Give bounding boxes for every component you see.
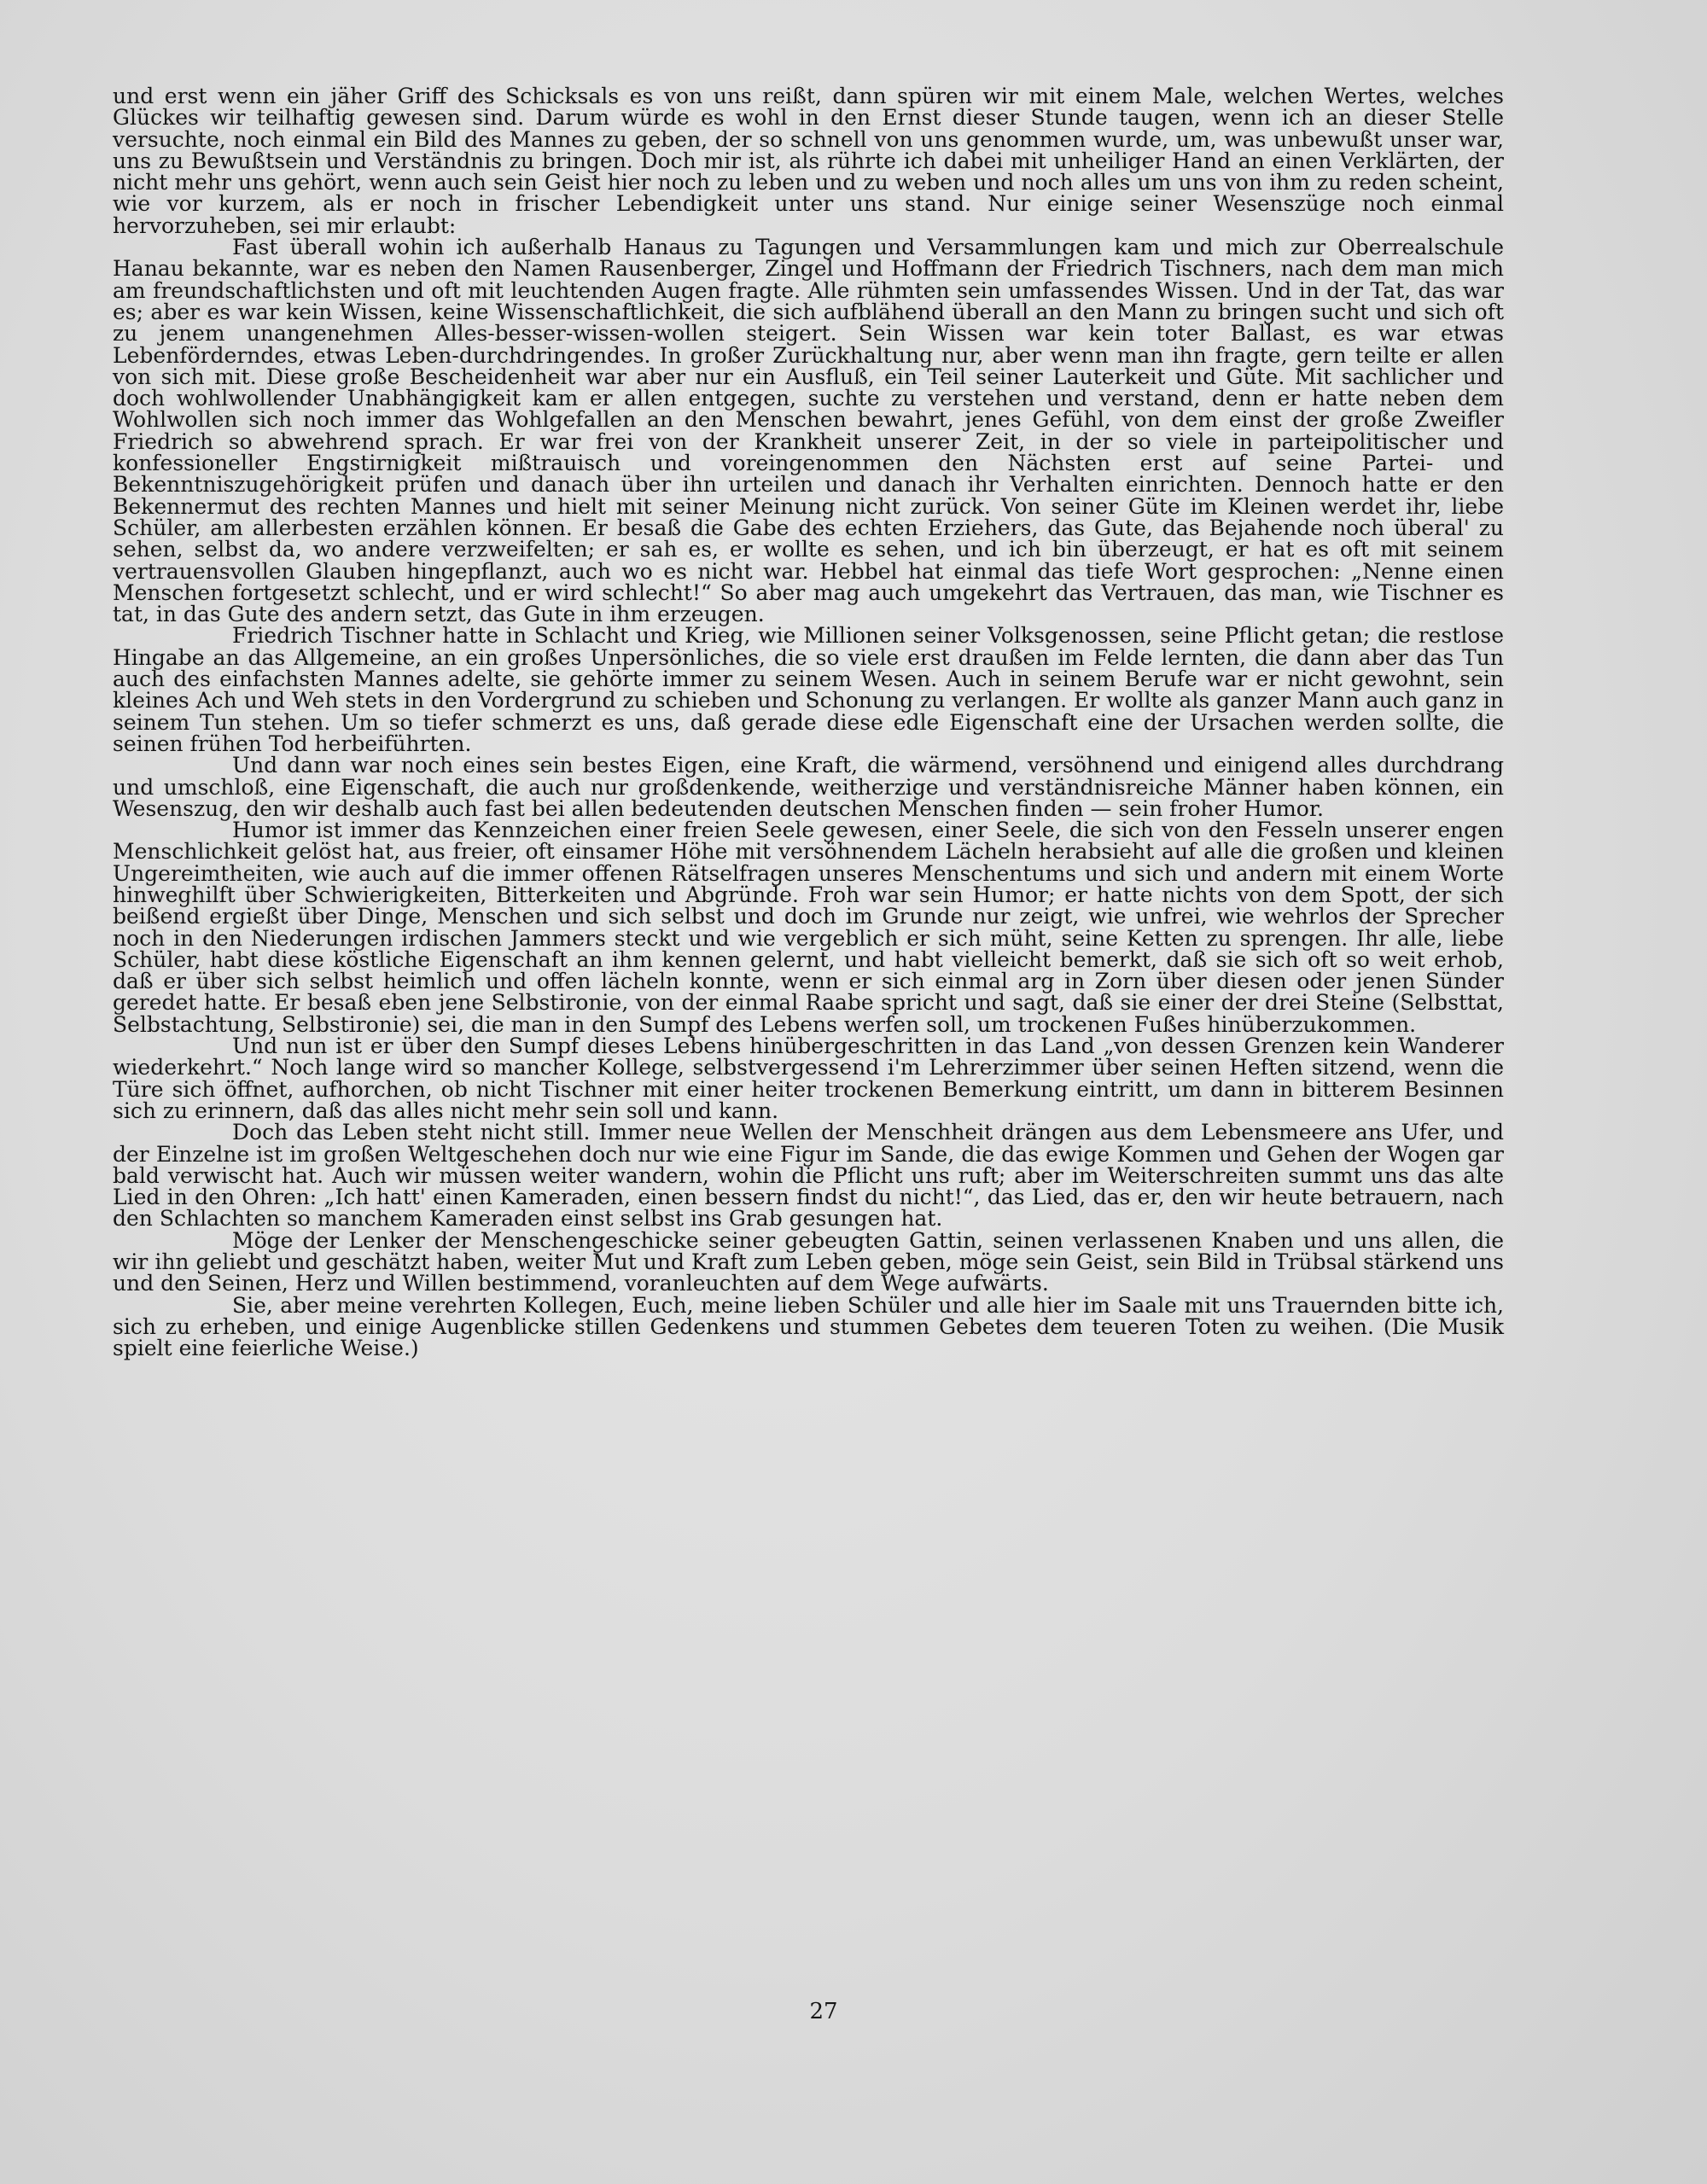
paragraph-6: Und nun ist er über den Sumpf dieses Lebens hinübergeschritten in das Land „von dessen Grenzen kein Wanderer wiederkehrt.“ Noch lange wird so mancher Kollege, selbstvergessend i'm Lehrerzimmer über seinen Heften sitzend, wenn die Türe sich öffnet, aufhorchen, ob nicht Tischner mit einer heiter trockenen Bemerkung eintritt, um dann in bitterem Besinnen sich zu erinnern, daß das alles nicht mehr sein soll und kann. bbox=[113, 1034, 1504, 1123]
paragraph-7: Doch das Leben steht nicht still. Immer neue Wellen der Menschheit drängen aus dem Lebensmeere ans Ufer, und der Einzelne ist im großen Weltgeschehen doch nur wie eine Figur im Sande, die das ewige Kommen und Gehen der Wogen gar bald verwischt hat. Auch wir müssen weiter wandern, wohin die Pflicht uns ruft; aber im Weiterschreiten summt uns das alte Lied in den Ohren: „Ich hatt' einen Kameraden, einen bessern findst du nicht!“, das Lied, das er, den wir heute betrauern, nach den Schlachten so manchem Kameraden einst selbst ins Grab gesungen hat. bbox=[113, 1120, 1504, 1232]
paragraph-9: Sie, aber meine verehrten Kollegen, Euch, meine lieben Schüler und alle hier im Saale mit uns Trauernden bitte ich, sich zu erheben, und einige Augenblicke stillen Gedenkens und stummen Gebetes dem teueren Toten zu weihen. (Die Musik spielt eine feierliche Weise.) bbox=[113, 1292, 1504, 1361]
paragraph-3: Friedrich Tischner hatte in Schlacht und Krieg, wie Millionen seiner Volksgenossen, seine Pflicht getan; die restlose Hingabe an das Allgemeine, an ein großes Unpersönliches, die so viele erst draußen im Felde lernten, die dann aber das Tun auch des einfachsten Mannes adelte, sie gehörte immer zu seinem Wesen. Auch in seinem Berufe war er nicht gewohnt, sein kleines Ach und Weh stets in den Vordergrund zu schieben und Schonung zu verlangen. Er wollte als ganzer Mann auch ganz in seinem Tun stehen. Um so tiefer schmerzt es uns, daß gerade diese edle Eigenschaft eine der Ursachen werden sollte, die seinen frühen Tod herbeiführten. bbox=[113, 623, 1504, 756]
paragraph-5: Humor ist immer das Kennzeichen einer freien Seele gewesen, einer Seele, die sich von den Fesseln unserer engen Menschlichkeit gelöst hat, aus freier, oft einsamer Höhe mit versöhnendem Lächeln herabsieht auf alle die großen und kleinen Ungereimtheiten, wie auch auf die immer offenen Rätselfragen unseres Menschentums und sich und andern mit einem Worte hinweghilft über Schwierigkeiten, Bitterkeiten und Abgründe. Froh war sein Humor; er hatte nichts von dem Spott, der sich beißend ergießt über Dinge, Menschen und sich selbst und doch im Grunde nur zeigt, wie unfrei, wie wehrlos der Sprecher noch in den Niederungen irdischen Jammers steckt und wie vergeblich er sich müht, seine Ketten zu sprengen. Ihr alle, liebe Schüler, habt diese köstliche Eigenschaft an ihm kennen gelernt, und habt vielleicht bemerkt, daß sie sich oft so weit erhob, daß er über sich selbst heimlich und offen lächeln konnte, wenn er sich einmal arg in Zorn über diesen oder jenen Sünder geredet hatte. Er besaß eben jene Selbstironie, von der einmal Raabe spricht und sagt, daß sie einer der drei Steine (Selbsttat, Selbstachtung, Selbstironie) sei, die man in den Sumpf des Lebens werfen soll, um trockenen Fußes hinüberzukommen. bbox=[113, 818, 1504, 1037]
paragraph-8: Möge der Lenker der Menschengeschicke seiner gebeugten Gattin, seinen verlassenen Knaben und uns allen, die wir ihn geliebt und geschätzt haben, weiter Mut und Kraft zum Leben geben, möge sein Geist, sein Bild in Trübsal stärkend uns und den Seinen, Herz und Willen bestimmend, voranleuchten auf dem Wege aufwärts. bbox=[113, 1227, 1504, 1296]
page-number: 27 bbox=[809, 1999, 838, 2024]
paragraph-2: Fast überall wohin ich außerhalb Hanaus zu Tagungen und Versammlungen kam und mich zur Oberrealschule Hanau bekannte, war es neben den Namen Rausenberger, Zingel und Hoffmann der Friedrich Tischners, nach dem man mich am freundschaftlichsten und oft mit leuchtenden Augen fragte. Alle rühmten sein umfassendes Wissen. Und in der Tat, das war es; aber es war kein Wissen, keine Wissenschaftlichkeit, die sich aufblähend überall an den Mann zu bringen sucht und sich oft zu jenem unangenehmen Alles-besser-wissen-wollen steigert. Sein Wissen war kein toter Ballast, es war etwas Lebenförderndes, etwas Leben-durchdringendes. In großer Zurückhaltung nur, aber wenn man ihn fragte, gern teilte er allen von sich mit. Diese große Bescheidenheit war aber nur ein Ausfluß, ein Teil seiner Lauterkeit und Güte. Mit sachlicher und doch wohlwollender Unabhängigkeit kam er allen entgegen, suchte zu verstehen und verstand, denn er hatte neben dem Wohlwollen sich noch immer das Wohlgefallen an den Menschen bewahrt, jenes Gefühl, von dem einst der große Zweifler Friedrich so abwehrend sprach. Er war frei von der Krankheit unserer Zeit, in der so viele in parteipolitischer und konfessioneller Engstirnigkeit mißtrauisch und voreingenommen den Nächsten erst auf seine Partei- und Bekenntniszugehörigkeit prüfen und danach über ihn urteilen und danach ihr Verhalten einrichten. Dennoch hatte er den Bekennermut des rechten Mannes und hielt mit seiner Meinung nicht zurück. Von seiner Güte im Kleinen werdet ihr, liebe Schüler, am allerbesten erzählen können. Er besaß die Gabe des echten Erziehers, das Gute, das Bejahende noch überal' zu sehen, selbst da, wo andere verzweifelten; er sah es, er wollte es sehen, und ich bin überzeugt, er hat es oft mit seinem vertrauensvollen Glauben hingepflanzt, auch wo es nicht war. Hebbel hat einmal das tiefe Wort gesprochen: „Nenne einen Menschen fortgesetzt schlecht, und er wird schlecht!“ So aber mag auch umgekehrt das Vertrauen, das man, wie Tischner es tat, in das Gute des andern setzt, das Gute in ihm erzeugen. bbox=[113, 235, 1504, 627]
paragraph-4: Und dann war noch eines sein bestes Eigen, eine Kraft, die wärmend, versöhnend und einigend alles durchdrang und umschloß, eine Eigenschaft, die auch nur großdenkende, weitherzige und verständnisreiche Männer haben können, ein Wesenszug, den wir deshalb auch fast bei allen bedeutenden deutschen Menschen finden — sein froher Humor. bbox=[113, 753, 1504, 821]
body-text bbox=[113, 85, 1504, 1360]
paragraph-1: und erst wenn ein jäher Griff des Schicksals es von uns reißt, dann spüren wir mit einem Male, welchen Wertes, welches Glückes wir teilhaftig gewesen sind. Darum würde es wohl in den Ernst dieser Stunde taugen, wenn ich an dieser Stelle versuchte, noch einmal ein Bild des Mannes zu geben, der so schnell von uns genommen wurde, um, was unbewußt unser war, uns zu Bewußtsein und Verständnis zu bringen. Doch mir ist, als rührte ich dabei mit unheiliger Hand an einen Verklärten, der nicht mehr uns gehört, wenn auch sein Geist hier noch zu leben und zu weben und noch alles um uns von ihm zu reden scheint, wie vor kurzem, als er noch in frischer Lebendigkeit unter uns stand. Nur einige seiner Wesenszüge noch einmal hervorzuheben, sei mir erlaubt: bbox=[113, 84, 1504, 238]
